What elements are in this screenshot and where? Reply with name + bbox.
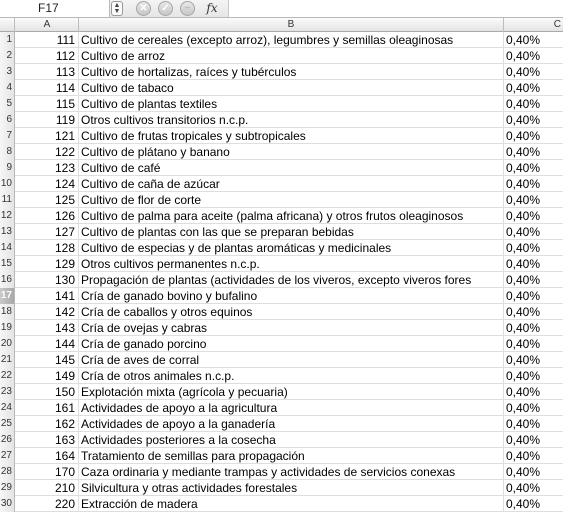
row-header[interactable]: 11	[0, 192, 15, 208]
cell-c[interactable]: 0,40%	[506, 481, 541, 495]
cell-b[interactable]: Cultivo de café	[79, 160, 504, 176]
table-row	[0, 176, 563, 192]
cell-a[interactable]: 125	[16, 192, 79, 208]
cell-c[interactable]: 0,40%	[506, 33, 541, 47]
table-row	[0, 192, 563, 208]
table-row	[0, 400, 563, 416]
cell-a[interactable]: 162	[16, 416, 79, 432]
cell-a[interactable]: 161	[16, 400, 79, 416]
cell-b[interactable]: Actividades posteriores a la cosecha	[79, 432, 504, 448]
table-row	[0, 32, 563, 48]
cell-c[interactable]: 0,40%	[506, 177, 541, 191]
cell-b[interactable]: Tratamiento de semillas para propagación	[79, 448, 504, 464]
cell-a[interactable]: 144	[16, 336, 79, 352]
cell-a[interactable]: 114	[16, 80, 79, 96]
cell-a[interactable]: 210	[16, 480, 79, 496]
row-header[interactable]: 2	[0, 48, 15, 64]
name-box-stepper-icon[interactable]: ▲ ▼	[111, 1, 123, 16]
cell-b[interactable]: Cultivo de hortalizas, raíces y tubérculos	[79, 64, 504, 80]
table-row	[0, 272, 563, 288]
column-header-b[interactable]: B	[79, 18, 504, 32]
cell-b[interactable]: Cultivo de plátano y banano	[79, 144, 504, 160]
cell-c[interactable]: 0,40%	[506, 209, 541, 223]
cell-c[interactable]: 0,40%	[506, 337, 541, 351]
cell-a[interactable]: 149	[16, 368, 79, 384]
cell-c[interactable]: 0,40%	[506, 433, 541, 447]
cell-c[interactable]: 0,40%	[506, 305, 541, 319]
table-row	[0, 304, 563, 320]
table-row	[0, 208, 563, 224]
table-row	[0, 112, 563, 128]
row-header[interactable]: 12	[0, 208, 15, 224]
cell-a[interactable]: 145	[16, 352, 79, 368]
cell-c[interactable]: 0,40%	[506, 465, 541, 479]
row-header[interactable]: 5	[0, 96, 15, 112]
cell-c[interactable]: 0,40%	[506, 161, 541, 175]
row-header[interactable]: 13	[0, 224, 15, 240]
cell-a[interactable]: 111	[16, 32, 79, 48]
cell-c[interactable]: 0,40%	[506, 193, 541, 207]
cell-c[interactable]: 0,40%	[506, 145, 541, 159]
cell-c[interactable]: 0,40%	[506, 449, 541, 463]
table-row	[0, 336, 563, 352]
table-row	[0, 320, 563, 336]
cell-a[interactable]: 142	[16, 304, 79, 320]
fx-button[interactable]: fx	[206, 1, 218, 15]
row-header[interactable]: 15	[0, 256, 15, 272]
cell-b[interactable]: Cultivo de plantas textiles	[79, 96, 504, 112]
row-header[interactable]: 21	[0, 352, 15, 368]
table-row	[0, 384, 563, 400]
table-row	[0, 496, 563, 512]
row-header[interactable]: 7	[0, 128, 15, 144]
table-row	[0, 96, 563, 112]
column-header-c[interactable]: C	[553, 19, 561, 30]
cell-a[interactable]: 112	[16, 48, 79, 64]
cell-a[interactable]: 124	[16, 176, 79, 192]
cell-a[interactable]: 141	[16, 288, 79, 304]
table-row	[0, 48, 563, 64]
cell-b[interactable]: Cría de ganado porcino	[79, 336, 504, 352]
cell-a[interactable]: 128	[16, 240, 79, 256]
cell-c[interactable]: 0,40%	[506, 353, 541, 367]
cell-a[interactable]: 170	[16, 464, 79, 480]
row-header[interactable]: 8	[0, 144, 15, 160]
row-header[interactable]: 25	[0, 416, 15, 432]
row-header[interactable]: 1	[0, 32, 15, 48]
cell-a[interactable]: 121	[16, 128, 79, 144]
cell-c[interactable]: 0,40%	[506, 289, 541, 303]
cell-a[interactable]: 150	[16, 384, 79, 400]
cell-a[interactable]: 119	[16, 112, 79, 128]
cell-a[interactable]: 115	[16, 96, 79, 112]
cell-b[interactable]: Explotación mixta (agrícola y pecuaria)	[79, 384, 504, 400]
circle-icon[interactable]: −	[180, 1, 195, 16]
cell-a[interactable]: 163	[16, 432, 79, 448]
cancel-icon[interactable]: ✕	[136, 1, 151, 16]
table-row	[0, 80, 563, 96]
column-header-row	[0, 18, 563, 32]
cell-c[interactable]: 0,40%	[506, 417, 541, 431]
row-header[interactable]: 17	[0, 288, 15, 304]
table-row	[0, 416, 563, 432]
row-header[interactable]: 9	[0, 160, 15, 176]
cell-b[interactable]: Cultivo de tabaco	[79, 80, 504, 96]
cell-b[interactable]: Cultivo de plantas con las que se preparan bebidas	[79, 224, 504, 240]
cell-b[interactable]: Cultivo de especias y de plantas aromáticas y medicinales	[79, 240, 504, 256]
table-row	[0, 64, 563, 80]
cell-b[interactable]: Cría de ganado bovino y bufalino	[79, 288, 504, 304]
row-header[interactable]: 10	[0, 176, 15, 192]
row-header[interactable]: 28	[0, 464, 15, 480]
cell-b[interactable]: Otros cultivos permanentes n.c.p.	[79, 256, 504, 272]
cell-c[interactable]: 0,40%	[506, 113, 541, 127]
cell-a[interactable]: 143	[16, 320, 79, 336]
cell-b[interactable]: Cultivo de palma para aceite (palma africana) y otros frutos oleaginosos	[79, 208, 504, 224]
cell-b[interactable]: Cría de ovejas y cabras	[79, 320, 504, 336]
row-header[interactable]: 23	[0, 384, 15, 400]
cell-c[interactable]: 0,40%	[506, 257, 541, 271]
cell-b[interactable]: Silvicultura y otras actividades forestales	[79, 480, 504, 496]
row-header[interactable]: 19	[0, 320, 15, 336]
table-row	[0, 256, 563, 272]
row-header[interactable]: 18	[0, 304, 15, 320]
cell-a[interactable]: 113	[16, 64, 79, 80]
row-header[interactable]: 3	[0, 64, 15, 80]
row-header[interactable]: 30	[0, 496, 15, 512]
row-header[interactable]: 6	[0, 112, 15, 128]
cell-a[interactable]: 220	[16, 496, 79, 512]
table-row	[0, 128, 563, 144]
cell-b[interactable]: Cultivo de caña de azúcar	[79, 176, 504, 192]
table-row	[0, 160, 563, 176]
cell-c[interactable]: 0,40%	[506, 385, 541, 399]
confirm-icon[interactable]: ✓	[158, 1, 173, 16]
cell-a[interactable]: 126	[16, 208, 79, 224]
cell-b[interactable]: Actividades de apoyo a la ganadería	[79, 416, 504, 432]
row-header[interactable]: 4	[0, 80, 15, 96]
cell-a[interactable]: 122	[16, 144, 79, 160]
table-row	[0, 144, 563, 160]
table-row	[0, 432, 563, 448]
row-header[interactable]: 27	[0, 448, 15, 464]
cell-b[interactable]: Caza ordinaria y mediante trampas y actividades de servicios conexas	[79, 464, 504, 480]
cell-c[interactable]: 0,40%	[506, 65, 541, 79]
cell-c[interactable]: 0,40%	[506, 81, 541, 95]
table-row	[0, 240, 563, 256]
table-row	[0, 368, 563, 384]
cell-b[interactable]: Propagación de plantas (actividades de los viveros, excepto viveros fores	[79, 272, 504, 288]
table-row	[0, 448, 563, 464]
cell-b[interactable]: Cultivo de frutas tropicales y subtropicales	[79, 128, 504, 144]
cell-b[interactable]: Actividades de apoyo a la agricultura	[79, 400, 504, 416]
select-all-corner[interactable]	[0, 18, 15, 32]
table-row	[0, 224, 563, 240]
formula-input[interactable]	[228, 0, 563, 17]
table-row	[0, 464, 563, 480]
cell-c[interactable]: 0,40%	[506, 241, 541, 255]
cell-c[interactable]: 0,40%	[506, 49, 541, 63]
cell-c[interactable]: 0,40%	[506, 273, 541, 287]
cell-b[interactable]: Cría de caballos y otros equinos	[79, 304, 504, 320]
cell-c[interactable]: 0,40%	[506, 497, 541, 511]
row-header[interactable]: 20	[0, 336, 15, 352]
cell-c[interactable]: 0,40%	[506, 129, 541, 143]
cell-a[interactable]: 129	[16, 256, 79, 272]
cell-b[interactable]: Cultivo de cereales (excepto arroz), legumbres y semillas oleaginosas	[79, 32, 504, 48]
cell-b[interactable]: Extracción de madera	[79, 496, 504, 512]
cell-c[interactable]: 0,40%	[506, 97, 541, 111]
cell-b[interactable]: Cría de aves de corral	[79, 352, 504, 368]
table-row	[0, 288, 563, 304]
row-header[interactable]: 26	[0, 432, 15, 448]
cell-a[interactable]: 164	[16, 448, 79, 464]
cell-b[interactable]: Otros cultivos transitorios n.c.p.	[79, 112, 504, 128]
cell-b[interactable]: Cría de otros animales n.c.p.	[79, 368, 504, 384]
name-box[interactable]: F17	[0, 0, 110, 17]
row-header[interactable]: 16	[0, 272, 15, 288]
cell-b[interactable]: Cultivo de arroz	[79, 48, 504, 64]
row-header[interactable]: 22	[0, 368, 15, 384]
row-header[interactable]: 29	[0, 480, 15, 496]
cell-a[interactable]: 127	[16, 224, 79, 240]
cell-c[interactable]: 0,40%	[506, 401, 541, 415]
cell-c[interactable]: 0,40%	[506, 225, 541, 239]
cell-a[interactable]: 123	[16, 160, 79, 176]
cell-b[interactable]: Cultivo de flor de corte	[79, 192, 504, 208]
cell-c[interactable]: 0,40%	[506, 321, 541, 335]
formula-bar	[0, 0, 563, 18]
table-row	[0, 480, 563, 496]
row-header[interactable]: 24	[0, 400, 15, 416]
row-header[interactable]: 14	[0, 240, 15, 256]
cell-c[interactable]: 0,40%	[506, 369, 541, 383]
column-header-a[interactable]: A	[16, 18, 79, 32]
table-row	[0, 352, 563, 368]
cell-a[interactable]: 130	[16, 272, 79, 288]
